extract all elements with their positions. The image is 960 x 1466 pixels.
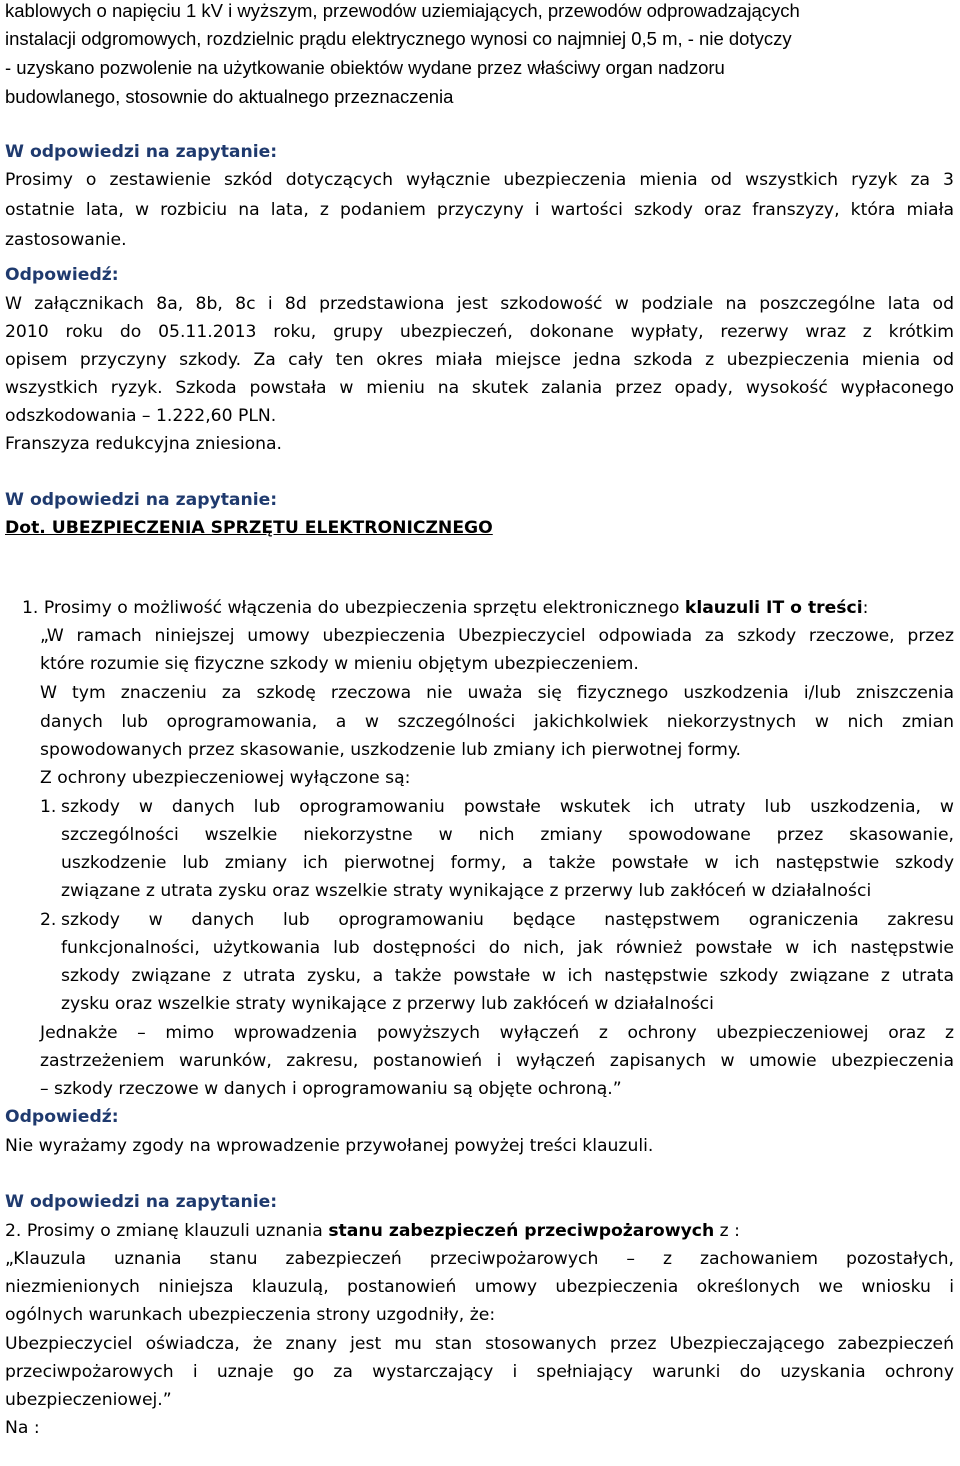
- exclusion-text: uszkodzenie lub zmiany ich pierwotnej formy, a także powstałe w ich następstwie szkody: [61, 853, 954, 873]
- exclusion-text: szkody w danych lub oprogramowaniu będące następstwem ograniczenia zakresu: [61, 910, 954, 930]
- item-colon: :: [862, 598, 869, 618]
- answer-label: Odpowiedź:: [5, 265, 119, 285]
- clause-text: danych lub oprogramowania, a w szczególności jakichkolwiek niekorzystnych w nich zmian: [40, 712, 954, 732]
- clause-item: [22, 594, 954, 622]
- clause-text: niezmienionych niniejsza klauzulą, postanowień umowy ubezpieczenia określonych we wniosku i: [5, 1277, 954, 1297]
- clause-text: które rozumie się fizyczne szkody w mieniu objętym ubezpieczeniem.: [40, 654, 639, 674]
- question-heading: W odpowiedzi na zapytanie:: [5, 142, 278, 162]
- item-number: 1.: [22, 598, 39, 618]
- answer-text: Nie wyrażamy zgody na wprowadzenie przywołanej powyżej treści klauzuli.: [5, 1136, 654, 1156]
- answer-label: Odpowiedź:: [5, 1107, 119, 1127]
- exclusion-text: związane z utrata zysku oraz wszelkie straty wynikające z przerwy lub zakłóceń w działalności: [61, 881, 872, 901]
- clause-text: – szkody rzeczowe w danych i oprogramowaniu są objęte ochroną.”: [40, 1079, 622, 1099]
- section-title: Dot. UBEZPIECZENIA SPRZĘTU ELEKTRONICZNEGO: [5, 518, 493, 538]
- clause-text: „W ramach niniejszej umowy ubezpieczenia Ubezpieczyciel odpowiada za szkody rzeczowe, przez: [40, 626, 954, 646]
- intro-line: instalacji odgromowych, rozdzielnic prądu elektrycznego wynosi co najmniej 0,5 m, - nie dotyczy: [5, 28, 792, 49]
- clause-text: „Klauzula uznania stanu zabezpieczeń przeciwpożarowych – z zachowaniem pozostałych,: [5, 1249, 954, 1269]
- question-heading: W odpowiedzi na zapytanie:: [5, 1192, 278, 1212]
- question-post: z :: [714, 1221, 740, 1241]
- question-text: zastosowanie.: [5, 230, 127, 250]
- intro-line: kablowych o napięciu 1 kV i wyższym, przewodów uziemiających, przewodów odprowadzających: [5, 0, 800, 21]
- answer-text: W załącznikach 8a, 8b, 8c i 8d przedstawiona jest szkodowość w podziale na poszczególne lata od: [5, 294, 954, 314]
- clause-text: przeciwpożarowych i uznaje go za wystarczający i spełniający warunki do uzyskania ochrony: [5, 1362, 954, 1382]
- clause-text: ubezpieczeniowej.”: [5, 1390, 172, 1410]
- clause-text: ogólnych warunkach ubezpieczenia strony uzgodniły, że:: [5, 1305, 496, 1325]
- clause-text: Na :: [5, 1418, 40, 1438]
- clause-text: Z ochrony ubezpieczeniowej wyłączone są:: [40, 768, 411, 788]
- exclusion-text: szczególności wszelkie niekorzystne w nich zmiany spowodowane przez skasowanie,: [61, 825, 954, 845]
- answer-text: opisem przyczyny szkody. Za cały ten okres miała miejsce jedna szkoda z ubezpieczenia mienia od: [5, 350, 954, 370]
- question-pre: 2. Prosimy o zmianę klauzuli uznania: [5, 1221, 329, 1241]
- answer-text: 2010 roku do 05.11.2013 roku, grupy ubezpieczeń, dokonane wypłaty, rezerwy wraz z krótkim: [5, 322, 954, 342]
- intro-line: budowlanego, stosownie do aktualnego przeznaczenia: [5, 86, 454, 107]
- exclusion-text: szkody w danych lub oprogramowaniu powstałe wskutek ich utraty lub uszkodzenia, w: [61, 797, 954, 817]
- exclusion-number: 2.: [40, 910, 57, 930]
- answer-text: wszystkich ryzyk. Szkoda powstała w mieniu na skutek zalania przez opady, wysokość wypłaconego: [5, 378, 954, 398]
- answer-text: Franszyza redukcyjna zniesiona.: [5, 434, 282, 454]
- intro-line: - uzyskano pozwolenie na użytkowanie obiektów wydane przez właściwy organ nadzoru: [5, 57, 725, 78]
- item-text: Prosimy o możliwość włączenia do ubezpieczenia sprzętu elektronicznego: [43, 598, 685, 618]
- exclusion-text: szkody związane z utrata zysku, a także powstałe w ich następstwie szkody związane z utrata: [61, 966, 954, 986]
- clause-text: spowodowanych przez skasowanie, uszkodzenie lub zmiany ich pierwotnej formy.: [40, 740, 742, 760]
- answer-text: odszkodowania – 1.222,60 PLN.: [5, 406, 277, 426]
- question-text: Prosimy o zestawienie szkód dotyczących wyłącznie ubezpieczenia mienia od wszystkich ryzyk za 3: [5, 170, 954, 190]
- clause-text: Ubezpieczyciel oświadcza, że znany jest mu stan stosowanych przez Ubezpieczającego zabezpieczeń: [5, 1334, 954, 1354]
- question-text: [5, 1217, 954, 1245]
- question-text: ostatnie lata, w rozbiciu na lata, z podaniem przyczyny i wartości szkody oraz franszyzy, która miała: [5, 200, 954, 220]
- question-bold: stanu zabezpieczeń przeciwpożarowych: [328, 1221, 715, 1241]
- clause-text: Jednakże – mimo wprowadzenia powyższych wyłączeń z ochrony ubezpieczeniowej oraz z: [40, 1023, 954, 1043]
- exclusion-text: zysku oraz wszelkie straty wynikające z przerwy lub zakłóceń w działalności: [61, 994, 714, 1014]
- clause-text: W tym znaczeniu za szkodę rzeczowa nie uważa się fizycznego uszkodzenia i/lub zniszczenia: [40, 683, 954, 703]
- clause-text: zastrzeżeniem warunków, zakresu, postanowień i wyłączeń zapisanych w umowie ubezpieczenia: [40, 1051, 954, 1071]
- exclusion-text: funkcjonalności, użytkowania lub dostępności do nich, jak również powstałe w ich następstwie: [61, 938, 954, 958]
- item-bold: klauzuli IT o treści: [684, 598, 863, 618]
- question-heading: W odpowiedzi na zapytanie:: [5, 490, 278, 510]
- exclusion-number: 1.: [40, 797, 57, 817]
